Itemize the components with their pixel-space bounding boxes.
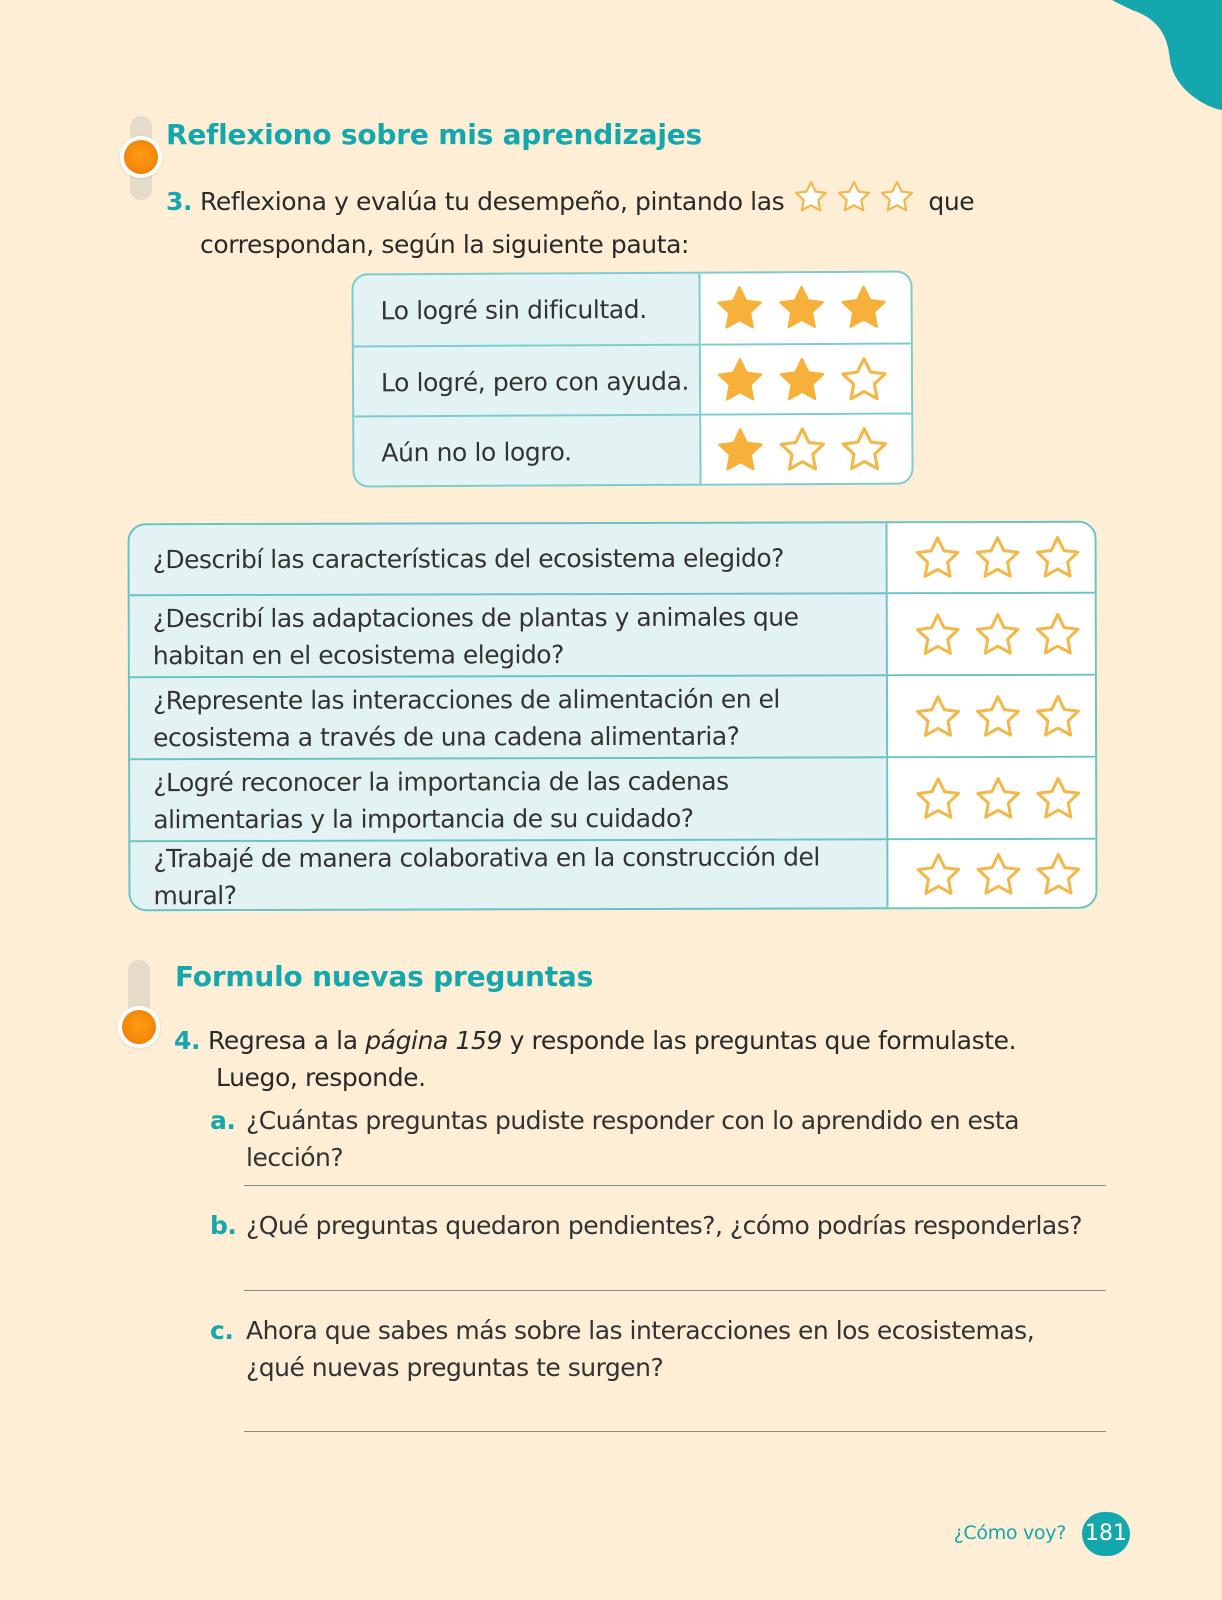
sub-question-text: ¿Qué preguntas quedaron pendientes?, ¿cómo podrías responderlas? bbox=[246, 1211, 1083, 1240]
rubric-row bbox=[129, 523, 1094, 595]
star-outline-icon[interactable] bbox=[1032, 609, 1084, 661]
question-number: 4. bbox=[174, 1026, 201, 1055]
footer-section-label: ¿Cómo voy? bbox=[953, 1522, 1066, 1544]
question-3-text-after: que bbox=[928, 187, 975, 216]
sub-question-a bbox=[210, 1102, 1106, 1176]
star-outline-icon[interactable] bbox=[912, 609, 964, 661]
star-filled-icon bbox=[775, 353, 829, 407]
star-outline-icon bbox=[878, 178, 916, 216]
legend-label: Lo logré, pero con ayuda. bbox=[380, 366, 690, 397]
star-outline-icon[interactable] bbox=[972, 773, 1024, 825]
sub-question-letter: b. bbox=[210, 1211, 237, 1240]
rubric-star-rating[interactable] bbox=[886, 594, 1095, 677]
orange-dot-marker-icon bbox=[124, 140, 158, 174]
legend-row bbox=[354, 343, 911, 418]
page-number: 181 bbox=[1082, 1512, 1130, 1556]
star-outline-icon bbox=[837, 353, 891, 407]
star-outline-icon bbox=[837, 423, 891, 477]
star-outline-icon bbox=[775, 423, 829, 477]
rubric-row bbox=[130, 592, 1095, 679]
rubric-row bbox=[130, 756, 1095, 843]
question-4 bbox=[174, 1022, 1074, 1096]
rubric-question: ¿Logré reconocer la importancia de las cadenas alimentarias y la importancia de su cuidado? bbox=[153, 766, 729, 835]
rubric-row bbox=[130, 838, 1095, 912]
star-outline-icon[interactable] bbox=[972, 609, 1024, 661]
question-4-text-a: Regresa a la bbox=[208, 1026, 366, 1055]
legend-stars bbox=[699, 415, 911, 486]
sub-question-text: Ahora que sabes más sobre las interacciones en los ecosistemas, ¿qué nuevas preguntas te surgen? bbox=[246, 1316, 1035, 1382]
star-outline-icon[interactable] bbox=[972, 848, 1024, 900]
question-4-text-b: y responde las preguntas que formulaste. bbox=[502, 1026, 1017, 1055]
legend-label: Aún no lo logro. bbox=[381, 436, 572, 467]
question-number: 3. bbox=[166, 187, 193, 216]
rubric-star-rating[interactable] bbox=[885, 523, 1094, 593]
star-outline-icon[interactable] bbox=[1032, 848, 1084, 900]
rubric-star-rating[interactable] bbox=[886, 676, 1095, 759]
star-filled-icon bbox=[713, 353, 767, 407]
rubric-question: ¿Trabajé de manera colaborativa en la construcción del mural? bbox=[153, 841, 820, 910]
legend-row bbox=[353, 273, 910, 346]
question-3-text: Reflexiona y evalúa tu desempeño, pintando las bbox=[200, 187, 785, 216]
legend-row bbox=[354, 413, 911, 488]
rubric-row bbox=[130, 674, 1095, 761]
page-reference: página 159 bbox=[365, 1026, 503, 1055]
star-outline-icon[interactable] bbox=[912, 849, 964, 901]
star-outline-icon[interactable] bbox=[972, 531, 1024, 583]
question-3 bbox=[166, 178, 1026, 263]
star-filled-icon bbox=[712, 281, 766, 335]
question-3-text-line2: correspondan, según la siguiente pauta: bbox=[200, 230, 690, 259]
inline-star-group bbox=[792, 178, 921, 226]
rubric-star-rating[interactable] bbox=[886, 758, 1095, 841]
rubric-star-rating[interactable] bbox=[886, 840, 1095, 910]
sub-question-letter: a. bbox=[210, 1106, 236, 1135]
star-outline-icon[interactable] bbox=[912, 691, 964, 743]
sub-question-c bbox=[210, 1312, 1066, 1386]
answer-line-c[interactable] bbox=[244, 1431, 1106, 1432]
self-evaluation-table bbox=[127, 521, 1097, 912]
star-outline-icon[interactable] bbox=[1032, 773, 1084, 825]
section-heading-reflexiono: Reflexiono sobre mis aprendizajes bbox=[166, 118, 702, 151]
section-marker-2 bbox=[122, 960, 156, 1050]
star-outline-icon bbox=[835, 178, 873, 216]
sub-question-b bbox=[210, 1207, 1106, 1244]
answer-line-b[interactable] bbox=[244, 1290, 1106, 1291]
rating-legend-table bbox=[351, 271, 913, 488]
star-filled-icon bbox=[713, 423, 767, 477]
star-outline-icon[interactable] bbox=[912, 532, 964, 584]
section-heading-formulo: Formulo nuevas preguntas bbox=[175, 960, 594, 993]
rubric-question: ¿Represente las interacciones de alimentación en el ecosistema a través de una cadena alimentaria? bbox=[152, 684, 780, 753]
orange-dot-marker-icon bbox=[122, 1010, 156, 1044]
rubric-question: ¿Describí las adaptaciones de plantas y animales que habitan en el ecosistema elegido? bbox=[152, 602, 799, 671]
star-outline-icon[interactable] bbox=[912, 773, 964, 825]
star-filled-icon bbox=[774, 281, 828, 335]
legend-stars bbox=[699, 345, 911, 416]
star-outline-icon[interactable] bbox=[1032, 691, 1084, 743]
rubric-question: ¿Describí las características del ecosistema elegido? bbox=[152, 543, 784, 575]
answer-line-a[interactable] bbox=[244, 1185, 1106, 1186]
sub-question-text: ¿Cuántas preguntas pudiste responder con lo aprendido en esta lección? bbox=[246, 1106, 1020, 1172]
legend-stars bbox=[698, 273, 910, 344]
question-4-text-line2: Luego, responde. bbox=[216, 1063, 426, 1092]
legend-label: Lo logré sin dificultad. bbox=[380, 294, 647, 325]
sub-question-letter: c. bbox=[210, 1316, 234, 1345]
star-outline-icon[interactable] bbox=[1032, 531, 1084, 583]
section-marker-1 bbox=[124, 116, 158, 206]
corner-decoration bbox=[1112, 0, 1222, 110]
star-filled-icon bbox=[836, 281, 890, 335]
star-outline-icon[interactable] bbox=[972, 691, 1024, 743]
star-outline-icon bbox=[792, 178, 830, 216]
